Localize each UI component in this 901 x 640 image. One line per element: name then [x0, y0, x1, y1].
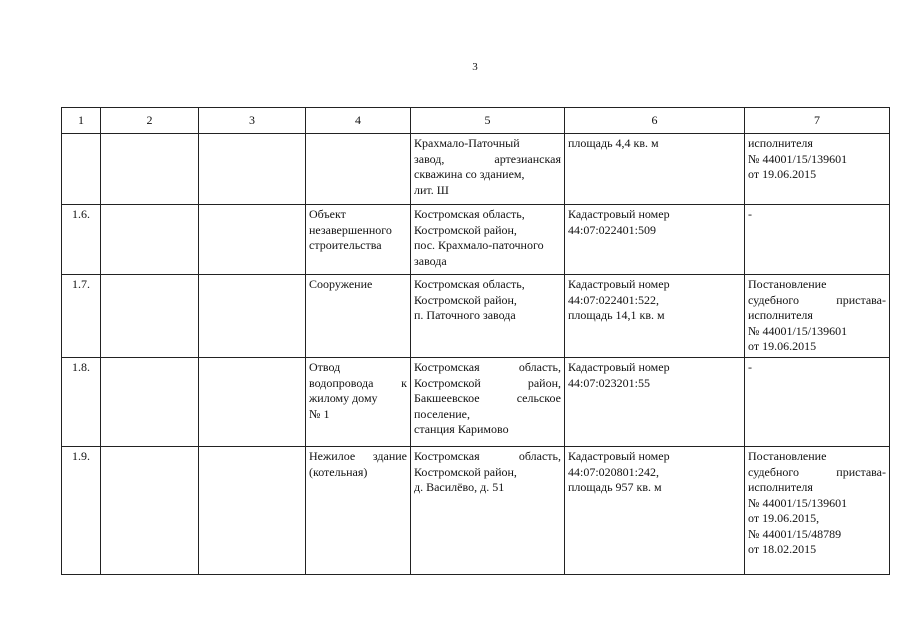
- cell-text-line: незавершенного: [309, 222, 392, 237]
- cell-text-line: Объект: [309, 207, 346, 221]
- cell-address: [411, 275, 565, 358]
- cell-column-2: [101, 134, 199, 205]
- cell-text-line: поселение,: [414, 406, 471, 421]
- cell-text-line: Нежилое здание: [309, 449, 407, 463]
- cell-text-line: Костромской район,: [414, 222, 517, 237]
- cell-text-line: (котельная): [309, 464, 368, 479]
- cell-number: 1.6.: [62, 205, 101, 275]
- cell-text-line: строительства: [309, 238, 382, 252]
- column-header: 1: [62, 108, 101, 134]
- cell-text-line: Сооружение: [309, 277, 373, 291]
- cell-encumbrance: [745, 447, 890, 575]
- cell-number: 1.7.: [62, 275, 101, 358]
- cell-text-line: Костромская область,: [414, 360, 561, 374]
- table-body: [62, 134, 890, 575]
- cell-column-3: [199, 447, 306, 575]
- cell-text-line: д. Василёво, д. 51: [414, 480, 505, 494]
- cell-text-line: п. Паточного завода: [414, 308, 516, 322]
- cell-text-line: 44:07:023201:55: [568, 375, 651, 390]
- cell-text-line: исполнителя: [748, 480, 813, 494]
- cell-cadastre: [565, 358, 745, 447]
- table-header: [62, 108, 890, 134]
- table-row: [62, 134, 890, 205]
- cell-text-line: судебного пристава-: [748, 464, 886, 479]
- cell-text-line: -: [748, 207, 752, 221]
- cell-text-line: исполнителя: [748, 136, 813, 150]
- cell-text-line: площадь 957 кв. м: [568, 480, 662, 494]
- cell-cadastre: [565, 275, 745, 358]
- table-row: [62, 275, 890, 358]
- cell-column-3: [199, 134, 306, 205]
- cell-cadastre: [565, 134, 745, 205]
- cell-number: 1.8.: [62, 358, 101, 447]
- cell-column-2: [101, 275, 199, 358]
- cell-encumbrance: [745, 205, 890, 275]
- cell-text-line: водопровода к: [309, 375, 407, 390]
- page-number: 3: [472, 61, 478, 73]
- cell-text-line: Костромская область,: [414, 449, 561, 463]
- cell-column-2: [101, 205, 199, 275]
- property-registry-table: [61, 107, 890, 575]
- cell-object-name: [306, 447, 411, 575]
- header-row: [62, 108, 890, 134]
- cell-text-line: -: [748, 360, 752, 374]
- cell-text-line: Постановление: [748, 449, 827, 463]
- cell-text-line: лит. Ш: [414, 182, 449, 197]
- table-row: [62, 205, 890, 275]
- cell-text-line: Кадастровый номер: [568, 360, 670, 374]
- cell-cadastre: [565, 205, 745, 275]
- cell-number: 1.9.: [62, 447, 101, 575]
- cell-text-line: судебного пристава-: [748, 292, 886, 307]
- cell-text-line: от 19.06.2015: [748, 167, 817, 181]
- cell-text-line: завода: [414, 253, 447, 268]
- cell-object-name: [306, 358, 411, 447]
- column-header: 3: [199, 108, 306, 134]
- cell-text-line: Постановление: [748, 277, 827, 291]
- cell-address: [411, 134, 565, 205]
- cell-number: [62, 134, 101, 205]
- cell-text-line: 44:07:022401:509: [568, 222, 657, 237]
- cell-text-line: жилому дому: [309, 391, 378, 405]
- column-header: 5: [411, 108, 565, 134]
- cell-text-line: Костромская область,: [414, 277, 525, 291]
- cell-encumbrance: [745, 275, 890, 358]
- cell-column-3: [199, 275, 306, 358]
- cell-text-line: скважина со зданием,: [414, 167, 525, 181]
- column-header: 7: [745, 108, 890, 134]
- cell-text-line: 44:07:020801:242,: [568, 464, 660, 479]
- cell-text-line: Крахмало-Паточный: [414, 136, 520, 150]
- cell-text-line: № 44001/15/139601: [748, 323, 848, 338]
- column-header: 2: [101, 108, 199, 134]
- cell-text-line: станция Каримово: [414, 422, 509, 436]
- cell-text-line: исполнителя: [748, 308, 813, 322]
- cell-text-line: Костромской район,: [414, 375, 561, 390]
- cell-object-name: [306, 134, 411, 205]
- cell-text-line: № 44001/15/139601: [748, 495, 848, 510]
- cell-text-line: Костромской район,: [414, 464, 517, 479]
- cell-column-3: [199, 358, 306, 447]
- cell-object-name: [306, 275, 411, 358]
- cell-column-2: [101, 358, 199, 447]
- cell-address: [411, 358, 565, 447]
- cell-column-2: [101, 447, 199, 575]
- cell-text-line: площадь 4,4 кв. м: [568, 136, 659, 150]
- cell-encumbrance: [745, 358, 890, 447]
- cell-text-line: от 18.02.2015: [748, 542, 817, 556]
- cell-address: [411, 205, 565, 275]
- column-header: 4: [306, 108, 411, 134]
- cell-text-line: № 1: [309, 406, 330, 421]
- table-row: [62, 447, 890, 575]
- cell-text-line: от 19.06.2015,: [748, 511, 820, 525]
- cell-text-line: Отвод: [309, 360, 341, 374]
- cell-address: [411, 447, 565, 575]
- cell-text-line: Кадастровый номер: [568, 449, 670, 463]
- cell-text-line: площадь 14,1 кв. м: [568, 308, 665, 322]
- cell-text-line: пос. Крахмало-паточного: [414, 238, 544, 252]
- cell-object-name: [306, 205, 411, 275]
- cell-text-line: Бакшеевское сельское: [414, 391, 561, 405]
- column-header: 6: [565, 108, 745, 134]
- cell-text-line: от 19.06.2015: [748, 339, 817, 353]
- cell-text-line: завод, артезианская: [414, 151, 561, 166]
- cell-encumbrance: [745, 134, 890, 205]
- cell-text-line: Кадастровый номер: [568, 277, 670, 291]
- cell-text-line: Костромская область,: [414, 207, 525, 221]
- cell-column-3: [199, 205, 306, 275]
- cell-text-line: Кадастровый номер: [568, 207, 670, 221]
- table-row: [62, 358, 890, 447]
- cell-text-line: Костромской район,: [414, 292, 517, 307]
- cell-text-line: 44:07:022401:522,: [568, 292, 660, 307]
- cell-text-line: № 44001/15/48789: [748, 526, 842, 541]
- cell-text-line: № 44001/15/139601: [748, 151, 848, 166]
- cell-cadastre: [565, 447, 745, 575]
